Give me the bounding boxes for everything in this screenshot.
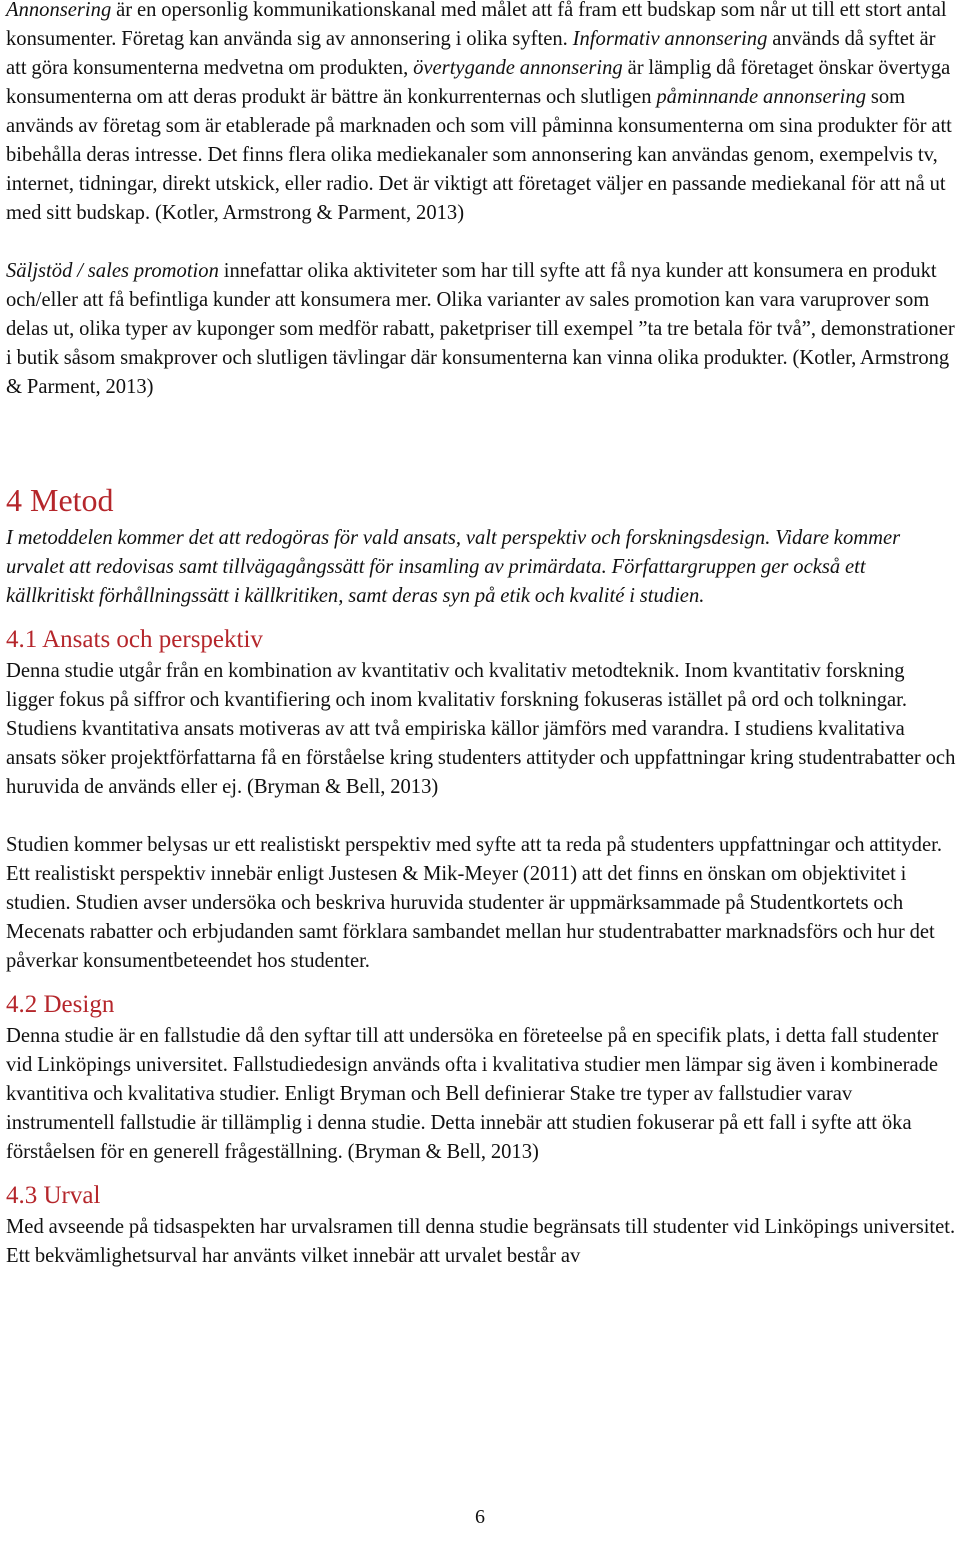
term-saljstod: Säljstöd / sales promotion bbox=[6, 260, 219, 282]
term-annonsering: Annonsering bbox=[6, 0, 112, 21]
term-informativ: Informativ annonsering bbox=[572, 28, 768, 50]
paragraph-ansats: Denna studie utgår från en kombination av kvantitativ och kvalitativ metodteknik. Inom kvantitativ forskning ligger fokus på siffror och kvantifiering och inom kvalitativ forskning fokuseras istället på ord och tolkningar. Studiens kvantitativa ansats motiveras av att två empiriska källor jämförs med varandra. I studiens kvalitativa ansats söker projektförfattarna få en förståelse kring studenters attityder och uppfattningar kring studentrabatter och huruvida de används eller ej. (Bryman & Bell, 2013) bbox=[6, 660, 956, 798]
heading-design: 4.2 Design bbox=[6, 991, 115, 1018]
document-page bbox=[6, 0, 956, 1271]
paragraph-urval: Med avseende på tidsaspekten har urvalsramen till denna studie begränsats till studenter vid Linköpings universitet. Ett bekvämlighetsurval har använts vilket innebär att urvalet består av bbox=[6, 1216, 956, 1267]
paragraph-perspektiv: Studien kommer belysas ur ett realistiskt perspektiv med syfte att ta reda på studenters uppfattningar och attityder. Ett realistiskt perspektiv innebär enligt Justesen & Mik-Meyer (2011) att det finns en önskan om objektivitet i studien. Studien avser undersöka och beskriva huruvida studenter är uppmärksammade på Studentkortets och Mecenats rabatter och erbjudanden samt förklara sambandet mellan hur studentrabatter marknadsförs och hur det påverkar konsumentbeteendet hos studenter. bbox=[6, 834, 942, 972]
term-overtygande: övertygande annonsering bbox=[413, 57, 623, 79]
heading-metod: 4 Metod bbox=[6, 482, 114, 518]
term-paminnande: påminnande annonsering bbox=[656, 86, 866, 108]
paragraph-saljstod: Säljstöd / sales promotion innefattar olika aktiviteter som har till syfte att få nya kunder att konsumera en produkt och/eller att få befintliga kunder att konsumera mer. Olika varianter av sales promotion kan vara varuprover som delas ut, olika typer av kuponger som medför rabatt, paketpriser till exempel ”ta tre betala för två”, demonstrationer i butik såsom smakprover och slutligen tävlingar där konsumenterna kan vinna olika produkter. (Kotler, Armstrong & Parment, 2013) bbox=[6, 260, 955, 398]
page-number: 6 bbox=[475, 1506, 485, 1528]
paragraph-metod-intro: I metoddelen kommer det att redogöras för vald ansats, valt perspektiv och forskningsdesign. Vidare kommer urvalet att redovisas samt tillvägagångssätt för insamling av primärdata. Författargruppen ger också ett källkritiskt förhållningssätt i källkritiken, samt deras syn på etik och kvalité i studien. bbox=[6, 527, 901, 607]
paragraph-design: Denna studie är en fallstudie då den syftar till att undersöka en företeelse på en specifik plats, i detta fall studenter vid Linköpings universitet. Fallstudiedesign används ofta i kvalitativa studier men lämpar sig även i kombinerade kvantitiva och kvalitativa studier. Enligt Bryman och Bell definierar Stake tre typer av fallstudier varav instrumentell fallstudie är tillämplig i denna studie. Detta innebär att studien fokuserar på ett fall i syfte att öka förståelsen för en generell frågeställning. (Bryman & Bell, 2013) bbox=[6, 1025, 939, 1163]
paragraph-annonsering: Annonsering är en opersonlig kommunikationskanal med målet att få fram ett budskap som når ut till ett stort antal konsumenter. Företag kan använda sig av annonsering i olika syften. Informativ annonsering används då syftet är att göra konsumenterna medvetna om produkten, övertygande annonsering är lämplig då företaget önskar övertyga konsumenterna om att deras produkt är bättre än konkurrenternas och slutligen påminnande annonsering som används av företag som är etablerade på marknaden och som vill påminna konsumenterna om sina produkter för att bibehålla deras intresse. Det finns flera olika mediekanaler som annonsering kan användas genom, exempelvis tv, internet, tidningar, direkt utskick, eller radio. Det är viktigt att företaget väljer en passande mediekanal för att nå ut med sitt budskap. (Kotler, Armstrong & Parment, 2013) bbox=[6, 0, 952, 224]
heading-ansats-perspektiv: 4.1 Ansats och perspektiv bbox=[6, 626, 263, 653]
heading-urval: 4.3 Urval bbox=[6, 1182, 101, 1209]
